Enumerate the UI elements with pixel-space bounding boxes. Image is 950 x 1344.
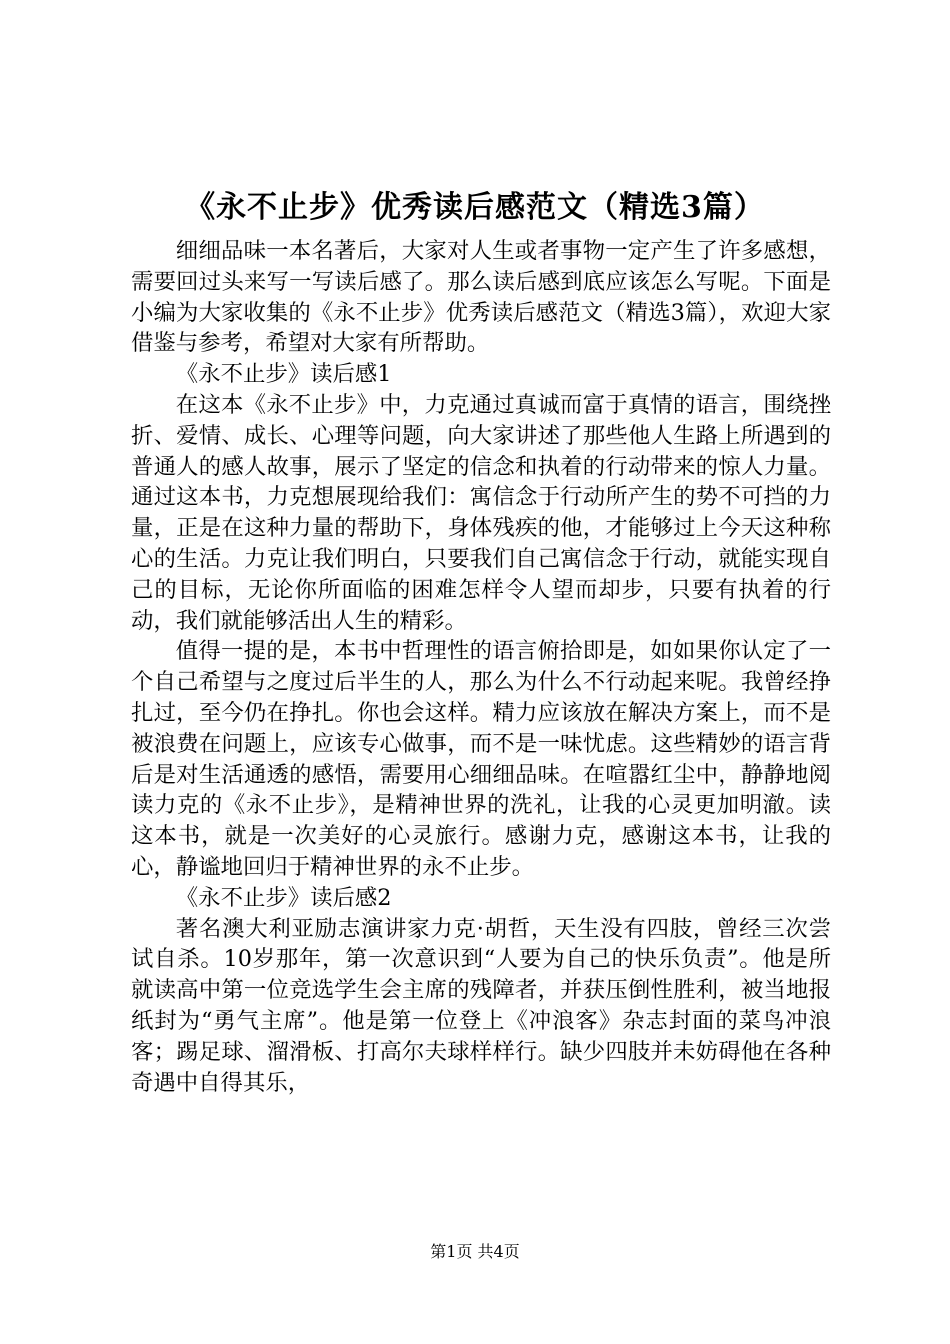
section-1-heading: 《永不止步》读后感1	[175, 361, 392, 388]
document-title: 《永不止步》优秀读后感范文（精选3篇）	[185, 190, 765, 225]
section-2-heading: 《永不止步》读后感2	[175, 884, 392, 911]
section-1-paragraph-2: 值得一提的是，本书中哲理性的语言俯拾即是，如如果你认定了一个自己希望与之度过后半生的人，那么为什么不行动起来呢。我曾经挣扎过，至今仍在挣扎。你也会这样。精力应该放在解决方案上，而不是被浪费在问题上，应该专心做事，而不是一味忧虑。这些精妙的语言背后是对生活通透的感悟，需要用心细细品味。在喧嚣红尘中，静静地阅读力克的《永不止步》，是精神世界的洗礼，让我的心灵更加明澈。读这本书，就是一次美好的心灵旅行。感谢力克，感谢这本书，让我的心，静谧地回归于精神世界的永不止步。	[131, 638, 831, 880]
document-body	[131, 236, 831, 1098]
section-2-paragraph-1: 著名澳大利亚励志演讲家力克·胡哲，天生没有四肢，曾经三次尝试自杀。10岁那年，第一次意识到“人要为自己的快乐负责”。他是所就读高中第一位竞选学生会主席的残障者，并获压倒性胜利，被当地报纸封为“勇气主席”。他是第一位登上《冲浪客》杂志封面的菜鸟冲浪客；踢足球、溜滑板、打高尔夫球样样行。缺少四肢并未妨碍他在各种奇遇中自得其乐，	[131, 915, 831, 1096]
section-1-paragraph-1: 在这本《永不止步》中，力克通过真诚而富于真情的语言，围绕挫折、爱情、成长、心理等问题，向大家讲述了那些他人生路上所遇到的普通人的感人故事，展示了坚定的信念和执着的行动带来的惊人力量。通过这本书，力克想展现给我们：寓信念于行动所产生的势不可挡的力量，正是在这种力量的帮助下，身体残疾的他，才能够过上今天这种称心的生活。力克让我们明白，只要我们自己寓信念于行动，就能实现自己的目标，无论你所面临的困难怎样令人望而却步，只要有执着的行动，我们就能够活出人生的精彩。	[131, 391, 831, 634]
intro-paragraph: 细细品味一本名著后，大家对人生或者事物一定产生了许多感想，需要回过头来写一写读后感了。那么读后感到底应该怎么写呢。下面是小编为大家收集的《永不止步》优秀读后感范文（精选3篇），欢迎大家借鉴与参考，希望对大家有所帮助。	[131, 238, 831, 357]
page-footer: 第1页 共4页	[430, 1242, 520, 1261]
